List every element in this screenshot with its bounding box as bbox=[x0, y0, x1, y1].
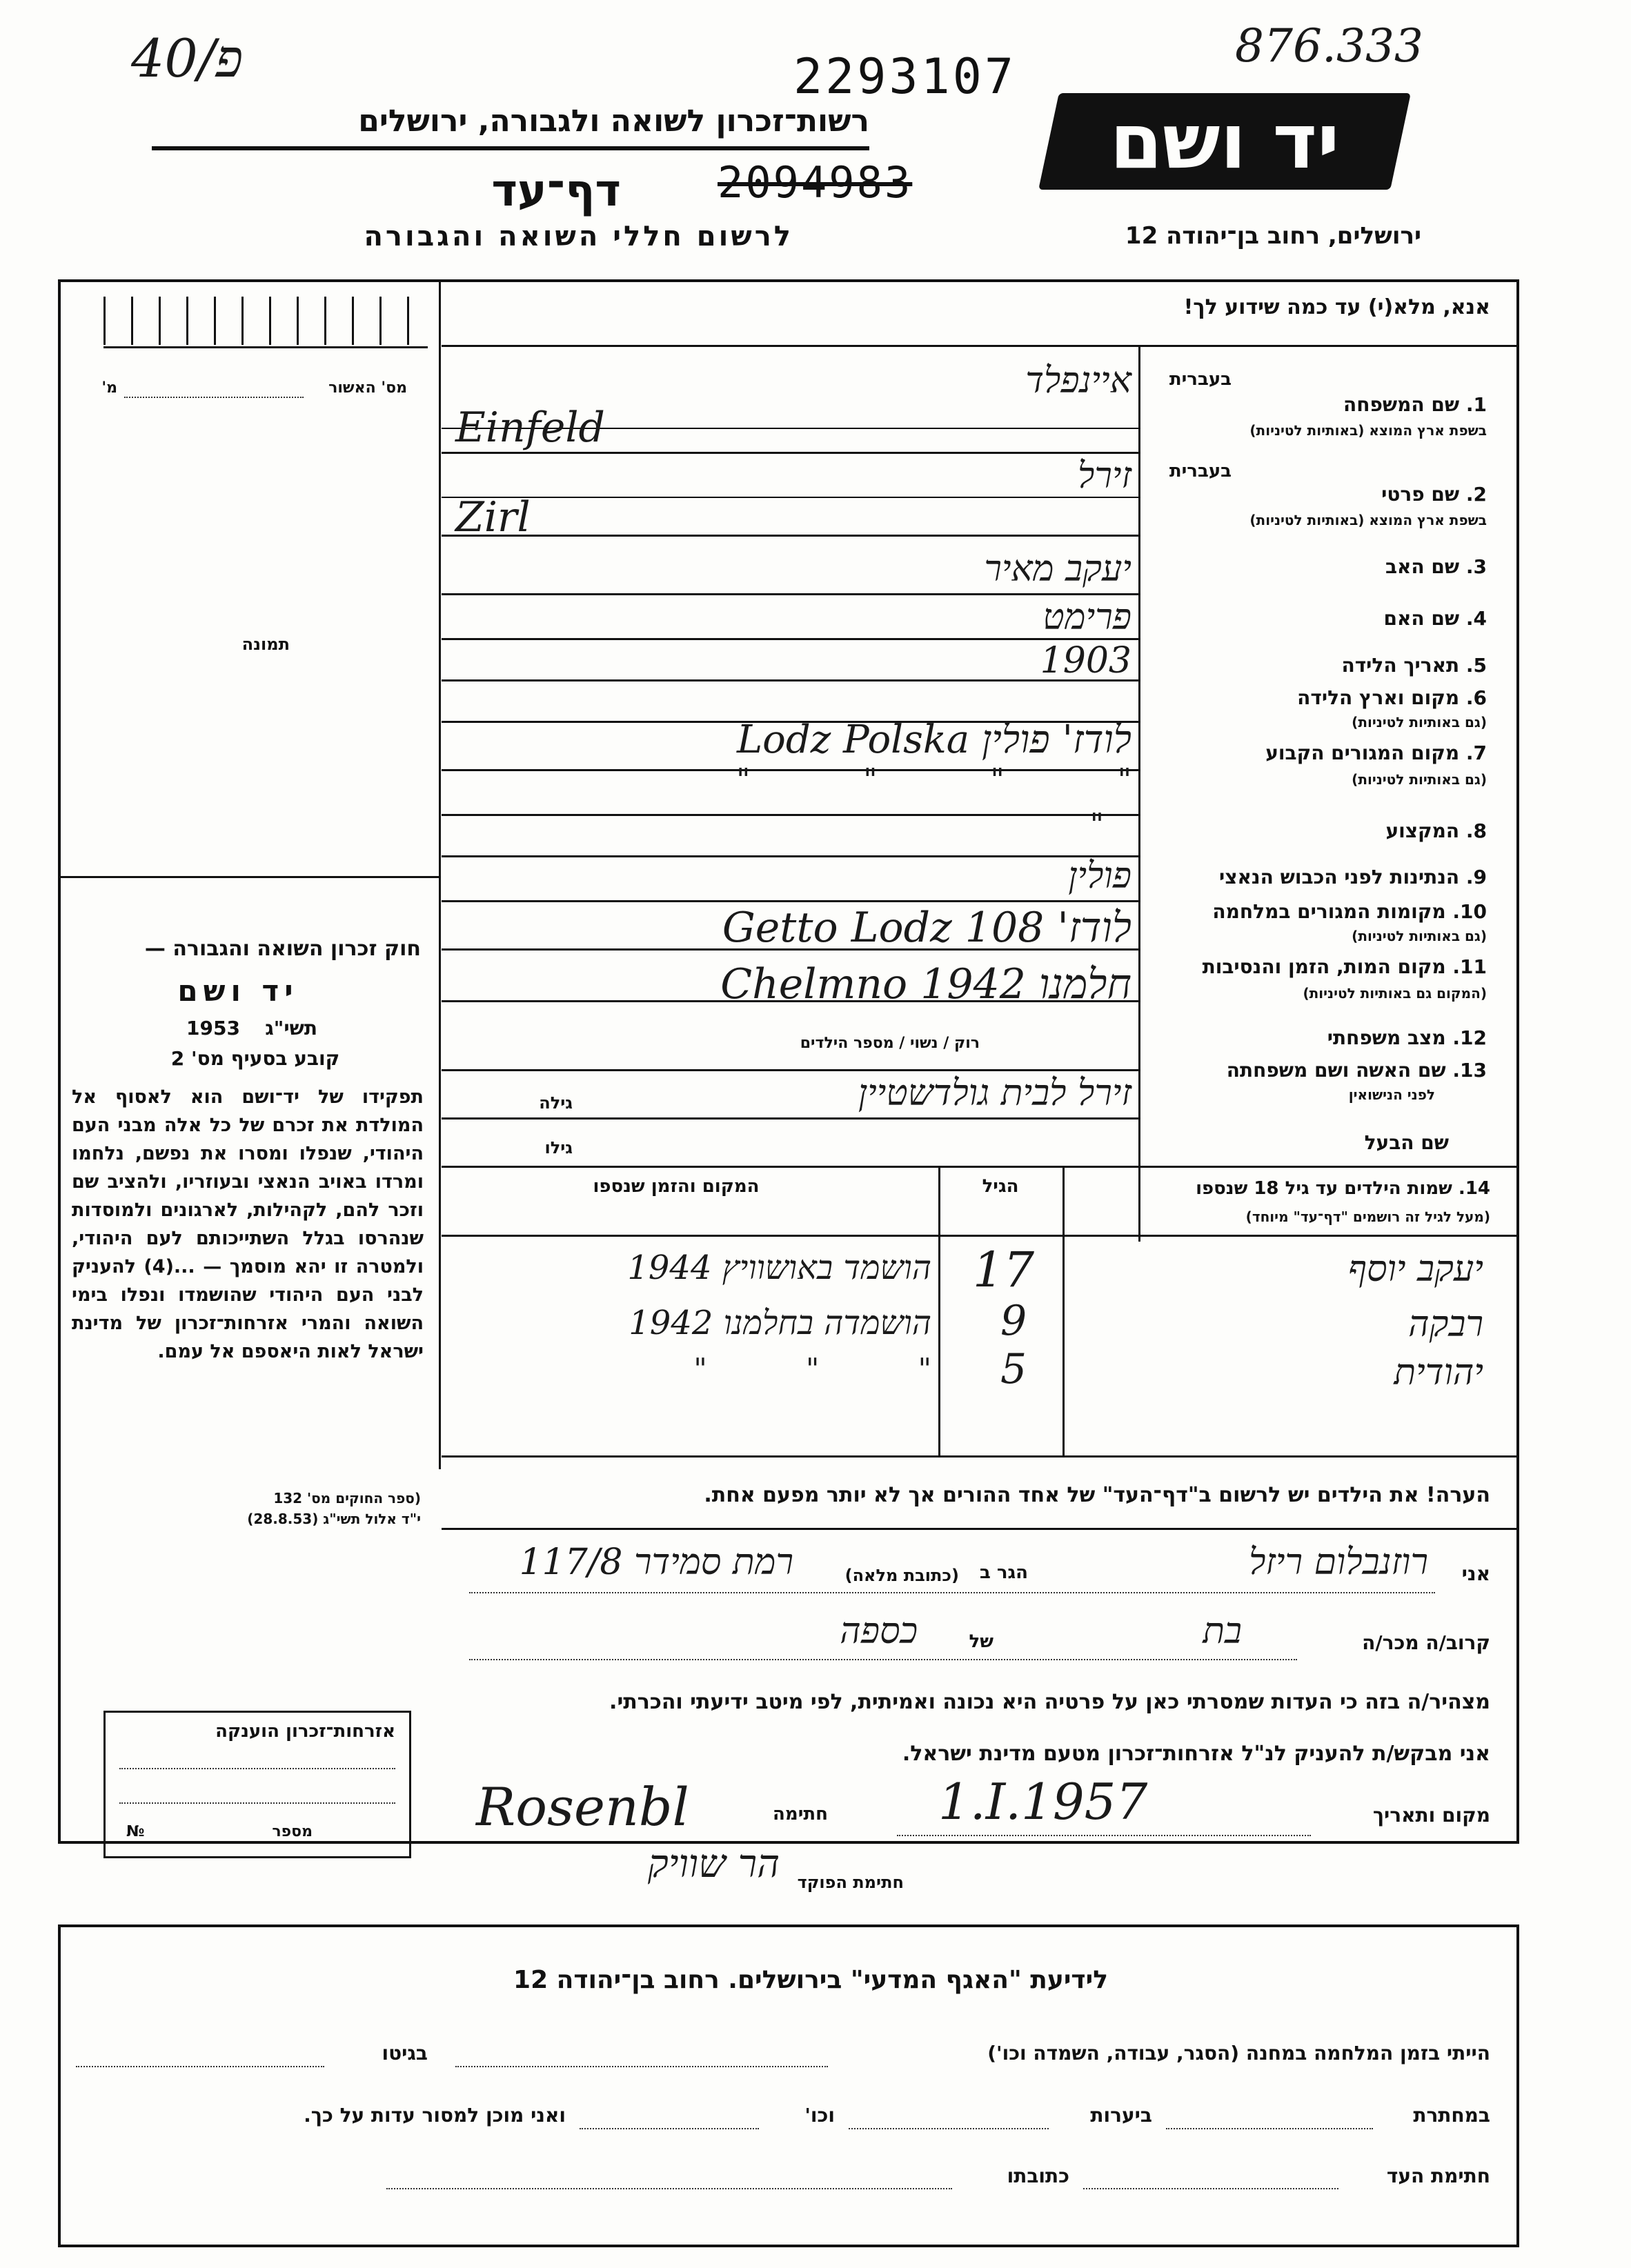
field-10-value: לודז' 108 Getto Lodz bbox=[722, 904, 1131, 952]
relative-label: קרוב/ה מכר/ה bbox=[1362, 1631, 1490, 1654]
field-2-hebrew-value: זירל bbox=[1078, 455, 1131, 497]
husband-label: שם הבעל bbox=[1364, 1131, 1449, 1154]
field-6-sub: (גם באותיות לטיניות) bbox=[1352, 714, 1487, 730]
approval-no-prefix: מ' bbox=[101, 379, 117, 397]
law-year-hebrew: תשי"ג bbox=[265, 1017, 317, 1040]
inspector-label: חתימת הפוקד bbox=[797, 1873, 904, 1892]
child-2-age: 9 bbox=[1000, 1297, 1027, 1345]
field-1-num: 1. bbox=[1465, 393, 1487, 416]
photo-label: תמונה bbox=[241, 635, 290, 654]
children-note: הערה! את הילדים יש לרשום ב"דף־העד" של אחד ההורים אך לא יותר מפעם אחת. bbox=[704, 1483, 1490, 1507]
field-2-latin-value: Zirl bbox=[455, 493, 531, 541]
field-1-latin-value: Einfeld bbox=[455, 404, 605, 452]
field-7-value: " " " " bbox=[736, 762, 1131, 797]
footer-ghetto-label: בגיטו bbox=[382, 2042, 428, 2065]
field-11-label: 11. מקום המות, הזמן והנסיבות bbox=[1202, 955, 1487, 978]
footer-etc-label: וכו' bbox=[804, 2104, 835, 2127]
field-5-label: 5. תאריך הלידה bbox=[1341, 654, 1487, 677]
citizenship-box-number: מספר bbox=[272, 1823, 313, 1840]
footer-forests-label: ביערות bbox=[1090, 2104, 1152, 2127]
field-11-sub: (המקום גם באותיות לטיניות) bbox=[1303, 985, 1487, 1002]
field-1-label bbox=[1173, 393, 1487, 416]
handwritten-page-code: 40/פ bbox=[131, 28, 244, 89]
field-13-wife-tag: גילה bbox=[539, 1093, 573, 1113]
citizenship-box-title: אזרחות־זכרון הוענקה bbox=[215, 1721, 395, 1742]
citizenship-box bbox=[103, 1711, 411, 1858]
yad-vashem-logo bbox=[1038, 93, 1411, 190]
field-2-sub: בשפת ארץ המוצא (באותיות לטיניות) bbox=[1249, 512, 1487, 528]
logo-text: יד ושם bbox=[1109, 97, 1340, 186]
field-13-label: 13. שם האשה ושם משפחתה bbox=[1226, 1059, 1487, 1082]
declarant-i-label: אני bbox=[1461, 1562, 1490, 1585]
footer-camp-text: הייתי בזמן המלחמה במחנה (הסגר, עבודה, השמדה וכו') bbox=[987, 2042, 1490, 2065]
child-1-place: הושמד באושוויץ 1944 bbox=[627, 1249, 931, 1287]
field-8-label: 8. המקצוע bbox=[1385, 819, 1487, 842]
field-9-label: 9. הנתינות לפני הכבוש הנאצי bbox=[1219, 866, 1487, 888]
approval-number-label: מס' האשור bbox=[328, 379, 407, 397]
field-1-sub: בשפת ארץ המוצא (באותיות לטיניות) bbox=[1249, 422, 1487, 439]
approval-tick-boxes bbox=[103, 297, 428, 348]
field-2-label: 2. שם פרטי bbox=[1381, 483, 1487, 506]
citizenship-box-no: № bbox=[126, 1823, 145, 1840]
declarant-name: רוזנבלום ריזל bbox=[1249, 1542, 1428, 1583]
footer-title: לידיעת "האגף המדעי" בירושלים. רחוב בן־יהודה 12 bbox=[513, 1966, 1108, 1994]
children-subheader: (מעל לגיל זה רושמים "דף־עד" מיוחד) bbox=[1245, 1208, 1490, 1225]
law-reference-1: (ספר החוקים מס' 132 bbox=[273, 1490, 421, 1506]
field-4-value: פרימט bbox=[1042, 597, 1131, 638]
field-2-hebrew-tag: בעברית bbox=[1169, 461, 1232, 481]
field-3-value: יעקב מאיר bbox=[984, 548, 1131, 590]
law-text: תפקידו של יד־ושם הוא לאסוף אל המולדת את זכרם של כל אלה מבני העם היהודי, שנפלו ומסרו את נפשם, נלחמו ומרדו באויב הנאצי ובעוזריו, ולהציב שם וזכר להם, לקהילות, לארגונים ולמוסדות שנהרסו בגלל השתייכותם לעם היהודי, ולמטרה זו יהא מוסמך — ...(4) להעניק לבני העם היהודי שהושמדו ונפלו בימי השואה והמרי אזרחות־זכרון של מדינת ישראל לאות היאספם אל עמם. bbox=[72, 1086, 424, 1362]
field-6-label: 6. מקום וארץ הלידה bbox=[1297, 686, 1487, 709]
child-2-place: הושמדה בחלמנו 1942 bbox=[629, 1304, 931, 1342]
left-column-divider bbox=[439, 279, 441, 1469]
field-10-label: 10. מקומות המגורים במלחמה bbox=[1212, 900, 1487, 923]
field-11-value: חלמנו Chelmno 1942 bbox=[720, 960, 1131, 1008]
declarant-address-label: (כתובת מלאה) bbox=[844, 1566, 959, 1585]
of-name: כספה bbox=[840, 1611, 918, 1652]
field-9-value: פולין bbox=[1068, 855, 1131, 897]
footer-underground-label: במחתרת bbox=[1413, 2104, 1490, 2127]
child-1-name: יעקב יוסף bbox=[1348, 1249, 1483, 1290]
child-1-age: 17 bbox=[973, 1242, 1035, 1298]
footer-address-label: כתובתו bbox=[1007, 2165, 1069, 2187]
instruction: אנא, מלא(י) עד כמה שידוע לך! bbox=[1183, 295, 1490, 319]
place-date-label: מקום ותאריך bbox=[1372, 1804, 1490, 1827]
field-10-sub: (גם באותיות לטיניות) bbox=[1352, 928, 1487, 944]
labels-divider bbox=[1138, 345, 1140, 1242]
law-section: קובע בסעיף מס' 2 bbox=[170, 1047, 340, 1070]
field-1-name: שם המשפחה bbox=[1343, 393, 1460, 416]
signature-label: חתימה bbox=[773, 1804, 828, 1824]
field-4-label: 4. שם האם bbox=[1383, 607, 1487, 630]
field-1-hebrew-tag: בעברית bbox=[1169, 369, 1232, 390]
law-name: יד ושם bbox=[177, 974, 299, 1008]
field-13-sub: לפני הנישואין bbox=[1348, 1086, 1435, 1103]
declarant-resides-label: הגר ב bbox=[979, 1562, 1028, 1583]
field-6-value: לודז' פולין Lodz Polska bbox=[736, 717, 1131, 762]
form-subtitle: לרשום חללי השואה והגבורה bbox=[364, 221, 793, 252]
of-label: של bbox=[969, 1631, 994, 1652]
law-reference-2: י"ד אלול תשי"ג (28.8.53) bbox=[247, 1511, 421, 1527]
husband-tag: גילו bbox=[544, 1138, 573, 1157]
field-8-value: " bbox=[1089, 807, 1104, 842]
field-12-options: רוק / נשוי / מספר הילדים bbox=[800, 1035, 980, 1052]
children-age-header: הגיל bbox=[982, 1176, 1019, 1197]
children-header: 14. שמות הילדים עד גיל 18 שנספו bbox=[1196, 1178, 1490, 1199]
address: ירושלים, רחוב בן־יהודה 12 bbox=[1125, 222, 1421, 250]
field-5-value: 1903 bbox=[1040, 640, 1131, 682]
child-2-name: רבקה bbox=[1408, 1304, 1483, 1345]
declaration-text: מצהיר/ה בזה כי העדות שמסרתי כאן על פרטיה היא נכונה ואמיתית, לפי מיטב ידיעתי והכרתי. bbox=[609, 1690, 1490, 1714]
handwritten-reference-number: 876.333 bbox=[1235, 19, 1423, 72]
field-1-hebrew-value: איינפלד bbox=[1025, 360, 1131, 401]
field-7-sub: (גם באותיות לטיניות) bbox=[1352, 771, 1487, 788]
children-place-header: המקום והזמן שנספו bbox=[593, 1176, 760, 1197]
serial-number: 2293107 bbox=[793, 48, 1017, 105]
footer-witness-signature-label: חתימת העד bbox=[1386, 2165, 1490, 2187]
field-3-label: 3. שם האב bbox=[1385, 555, 1487, 578]
footer-testimony-text: ואני מוכן למסור עדות על כך. bbox=[304, 2104, 566, 2127]
declarant-address: רמת סמידר 117/8 bbox=[519, 1542, 793, 1583]
crossed-out-number: 2094983 bbox=[718, 157, 913, 208]
inspector-signature: הר שוויק bbox=[647, 1842, 780, 1887]
request-text: אני מבקש/ת להעניק לנ"ל אזרחות־זכרון מטעם מדינת ישראל. bbox=[902, 1742, 1490, 1766]
declaration-date: 1.I.1957 bbox=[938, 1773, 1148, 1831]
form-title: דף־עד bbox=[491, 166, 621, 217]
child-3-name: יהודית bbox=[1394, 1352, 1483, 1393]
child-3-age: 5 bbox=[1000, 1345, 1027, 1393]
law-year: 1953 bbox=[186, 1017, 240, 1040]
law-title: חוק זכרון השואה והגבורה — bbox=[144, 937, 421, 961]
declarant-signature: Rosenbl bbox=[476, 1776, 689, 1838]
field-7-label: 7. מקום המגורים הקבוע bbox=[1265, 742, 1487, 764]
child-3-place: " " " bbox=[693, 1352, 931, 1386]
relation-value: בת bbox=[1203, 1611, 1242, 1652]
field-12-label: 12. מצב משפחתי bbox=[1327, 1026, 1487, 1049]
field-13-value: זירל לבית גולדשטיין bbox=[858, 1073, 1131, 1114]
authority-name: רשות־זכרון לשואה ולגבורה, ירושלים bbox=[358, 103, 869, 139]
